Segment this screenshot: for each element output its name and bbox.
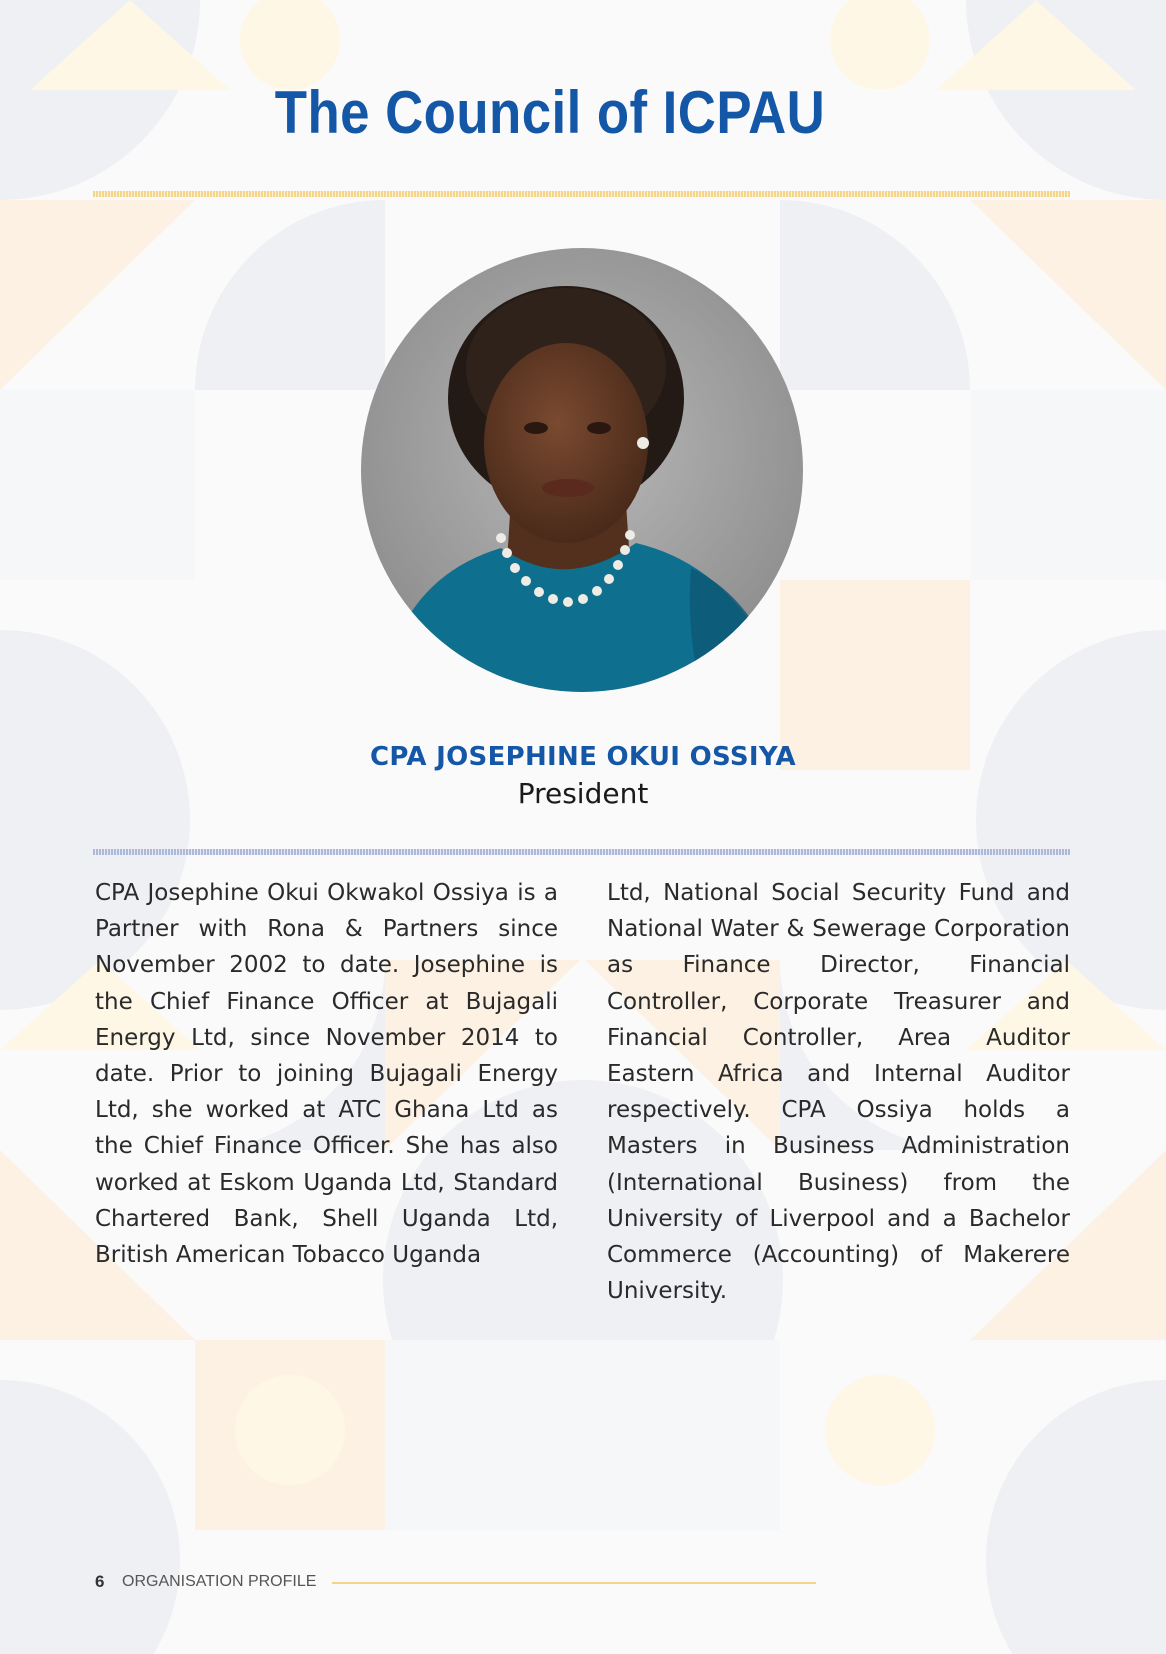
portrait-photo xyxy=(361,248,803,692)
blue-divider xyxy=(93,849,1070,855)
bio-column-left: CPA Josephine Okui Okwakol Ossiya is a Partner with Rona & Partners since November 2002 to date. Josephine is the Chief Finance Officer at Bujagali Energy Ltd, since November 2014 to date. Prior to joining Bujagali Energy Ltd, she worked at ATC Ghana Ltd as the Chief Finance Officer. She has also worked at Eskom Uganda Ltd, Standard Chartered Bank, Shell Uganda Ltd, British American Tobacco Uganda xyxy=(95,880,558,1269)
bio-column-right: Ltd, National Social Security Fund and National Water & Sewerage Corporation as Finance Director, Financial Controller, Corporate Treasurer and Financial Controller, Area Auditor Eastern Africa and Internal Auditor respectively. CPA Ossiya holds a Masters in Business Administration (International Business) from the University of Liverpool and a Bachelor Commerce (Accounting) of Makerere University. xyxy=(607,880,1070,1305)
footer-section-label: ORGANISATION PROFILE xyxy=(122,1573,317,1590)
person-role: President xyxy=(517,777,649,810)
person-name: CPA JOSEPHINE OKUI OSSIYA xyxy=(370,742,796,772)
gold-divider xyxy=(93,191,1070,197)
page-number: 6 xyxy=(95,1572,105,1591)
footer-rule xyxy=(332,1582,816,1584)
page-title: The Council of ICPAU xyxy=(274,79,826,146)
